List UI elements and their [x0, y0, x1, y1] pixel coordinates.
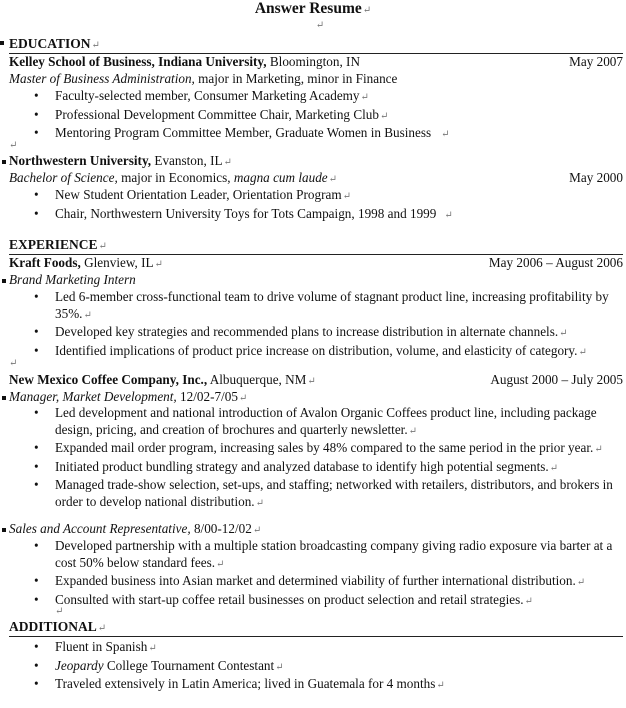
paragraph-mark: ↵ [9, 140, 18, 151]
list-item: • Chair, Northwestern University Toys for Tots Campaign, 1998 and 1999 ↵ [0, 206, 621, 225]
additional-heading: ADDITIONAL ↵ [9, 619, 107, 634]
list-item: • Faculty-selected member, Consumer Marketing Academy↵ [0, 88, 621, 107]
edu-northwestern-date: May 2000 [569, 170, 623, 185]
list-item: • Expanded mail order program, increasing sales by 48% compared to the same period in the prior year.↵ [0, 440, 621, 459]
exp-kraft-date: May 2006 – August 2006 [488, 255, 623, 270]
exp-nmcc-org-line: New Mexico Coffee Company, Inc., Albuquerque, NM↵ August 2000 – July 2005 [9, 372, 623, 387]
experience-heading: EXPERIENCE ↵ [9, 237, 107, 252]
paragraph-mark: ↵ [315, 20, 325, 31]
list-item: • Professional Development Committee Chair, Marketing Club↵ [0, 107, 621, 126]
exp-kraft-org-line: Kraft Foods, Glenview, IL↵ May 2006 – August 2006 [9, 255, 623, 270]
edu-kelley-degree: Master of Business Administration, major in Marketing, minor in Finance [9, 71, 398, 86]
edu-kelley-bullets [0, 88, 626, 144]
list-item: • Developed key strategies and recommended plans to increase distribution in alternate channels.↵ [0, 324, 621, 343]
edu-kelley-date: May 2007 [569, 54, 623, 69]
list-item: • Initiated product bundling strategy and analyzed database to identify high potential segments.↵ [0, 459, 621, 478]
list-item: • Consulted with start-up coffee retail businesses on product selection and retail strategies.↵ [0, 592, 621, 611]
list-item: • Expanded business into Asian market and determined viability of further international distribution.↵ [0, 573, 621, 592]
exp-nmcc-bullets-1 [0, 405, 626, 513]
edu-northwestern-degree: Bachelor of Science, major in Economics, magna cum laude↵ May 2000 [9, 170, 623, 185]
paragraph-mark: ↵ [9, 358, 18, 369]
list-item: • Mentoring Program Committee Member, Graduate Women in Business ↵ [0, 125, 621, 144]
exp-kraft-bullets [0, 289, 626, 361]
edu-kelley-org-line: Kelley School of Business, Indiana University, Bloomington, IN May 2007 [9, 54, 623, 69]
exp-kraft-role: Brand Marketing Intern [9, 272, 623, 289]
additional-rule [9, 636, 623, 637]
resume-title: Answer Resume↵ [254, 0, 372, 17]
education-heading: EDUCATION ↵ [0, 36, 626, 55]
exp-nmcc-bullets-2 [0, 538, 626, 610]
exp-nmcc-date: August 2000 – July 2005 [490, 372, 623, 387]
edu-northwestern-bullets [0, 187, 626, 224]
paragraph-mark: ↵ [55, 606, 64, 617]
edu-northwestern-org-line: Northwestern University, Evanston, IL↵ [9, 153, 623, 172]
exp-nmcc-role1: Manager, Market Development, 12/02-7/05↵ [9, 389, 623, 408]
list-item: • Identified implications of product price increase on distribution, volume, and elasticity of category.↵ [0, 343, 621, 362]
list-item: • Managed trade-show selection, set-ups, and staffing; networked with retailers, distributors, and brokers in order to develop national distribution.↵ [0, 477, 621, 512]
list-item: • Led 6-member cross-functional team to drive volume of stagnant product line, increasing profitability by 35%.↵ [0, 289, 621, 324]
additional-bullets [0, 639, 626, 695]
list-item: • New Student Orientation Leader, Orientation Program↵ [0, 187, 621, 206]
list-item: • Led development and national introduction of Avalon Organic Coffees product line, including package design, pricing, and creation of brochures and quarterly newsletter.↵ [0, 405, 621, 440]
list-item: • Jeopardy College Tournament Contestant↵ [0, 658, 621, 677]
list-item: • Fluent in Spanish↵ [0, 639, 621, 658]
exp-nmcc-role2: Sales and Account Representative, 8/00-12/02↵ [9, 521, 623, 540]
list-item: • Traveled extensively in Latin America; lived in Guatemala for 4 months↵ [0, 676, 621, 695]
list-item: • Developed partnership with a multiple station broadcasting company giving radio exposure via barter at a cost 50% below standard fees.↵ [0, 538, 621, 573]
